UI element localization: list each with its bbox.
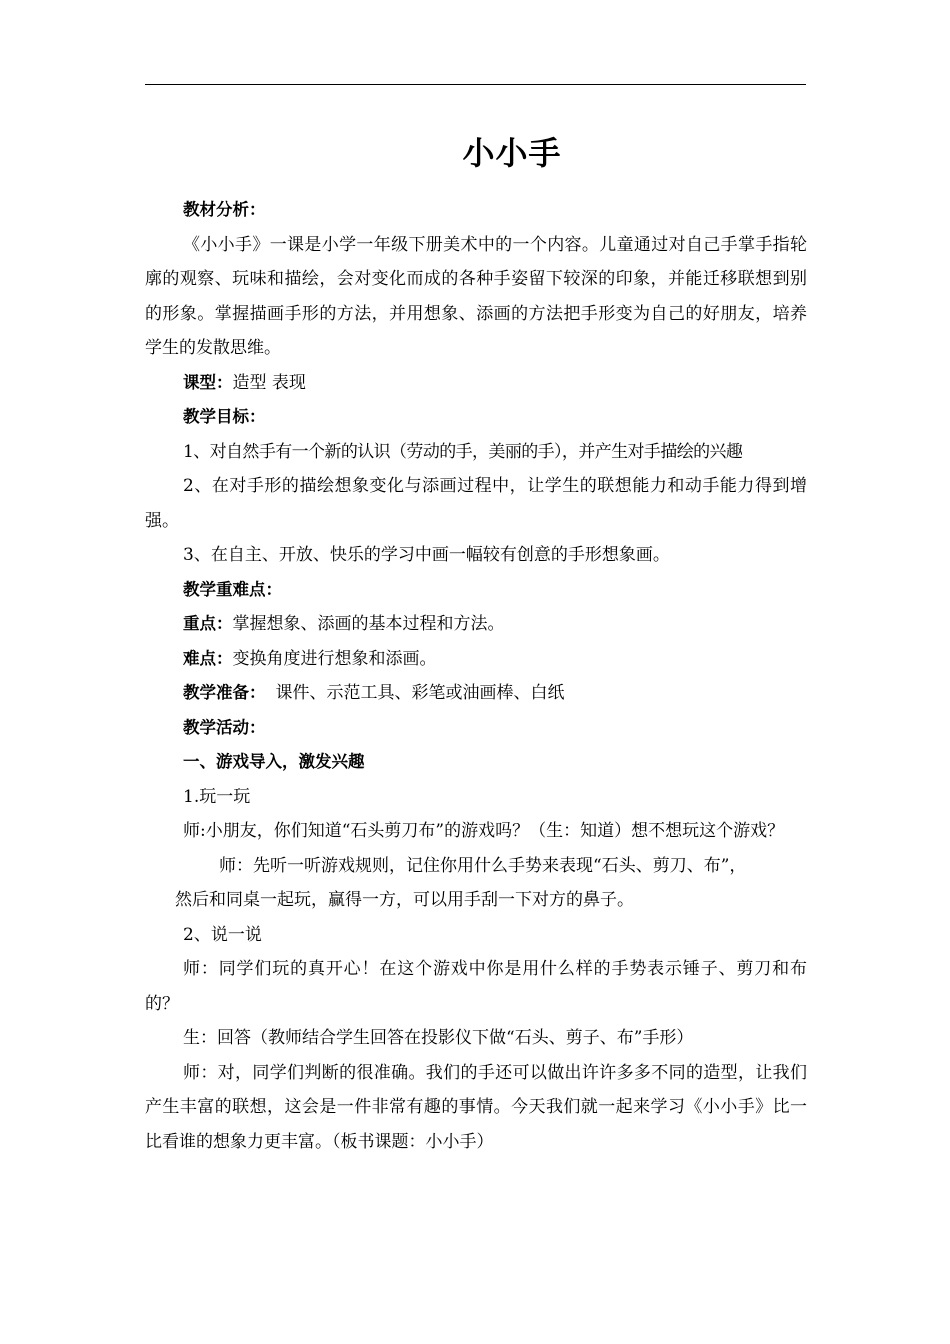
difficulty-line [145, 642, 807, 677]
keypoints-heading-line [145, 573, 807, 608]
key-point-line [145, 607, 807, 642]
paragraph-intro: 师：对，同学们判断的很准确。我们的手还可以做出许许多多不同的造型，让我们产生丰富的联想，这会是一件非常有趣的事情。今天我们就一起来学习《小小手》比一比看谁的想象力更丰富。（板书课题：小小手） [145, 1062, 807, 1152]
activity-heading-line [145, 711, 807, 746]
part1-heading: 一、游戏导入，激发兴趣 [183, 752, 365, 771]
preparation-text: 课件、示范工具、彩笔或油画棒、白纸 [275, 683, 565, 703]
goal-3: 3、在自主、开放、快乐的学习中画一幅较有创意的手形想象画。 [183, 545, 670, 565]
key-point-label: 重点： [183, 614, 233, 633]
preparation-line [145, 676, 807, 711]
paragraph-answer: 生：回答（教师结合学生回答在投影仪下做“石头、剪子、布”手形） [183, 1028, 694, 1048]
lesson-type-line [145, 366, 807, 401]
paragraph-play: 师:小朋友，你们知道“石头剪刀布”的游戏吗？（生：知道）想不想玩这个游戏？ [183, 821, 785, 841]
keypoints-heading: 教学重难点： [183, 579, 282, 599]
paragraph-rules-line2: 然后和同桌一起玩，赢得一方，可以用手刮一下对方的鼻子。 [175, 890, 634, 910]
goals-heading-line [145, 400, 807, 435]
preparation-label: 教学准备： [183, 683, 266, 702]
page-title: 小小手 [462, 134, 562, 172]
lesson-type-value: 造型 表现 [232, 372, 306, 393]
key-point-text: 掌握想象、添画的基本过程和方法。 [232, 614, 505, 634]
analysis-heading: 教材分析： [183, 200, 266, 219]
activity-heading: 教学活动： [183, 717, 266, 737]
goal-1: 1、对自然手有一个新的认识（劳动的手，美丽的手），并产生对手描绘的兴趣 [183, 441, 743, 462]
step-2: 2、说一说 [183, 924, 262, 945]
analysis-paragraph: 《小小手》一课是小学一年级下册美术中的一个内容。儿童通过对自己手掌手指轮廓的观察、玩味和描绘，会对变化而成的各种手姿留下较深的印象，并能迁移联想到别的形象。掌握描画手形的方法，并用想象、添画的方法把手形变为自己的好朋友，培养学生的发散思维。 [145, 234, 807, 358]
difficulty-label: 难点： [183, 648, 233, 668]
document-body [145, 193, 807, 1159]
lesson-type-label: 课型： [183, 372, 233, 392]
goal-2: 2、在对手形的描绘想象变化与添画过程中，让学生的联想能力和动手能力得到增强。 [145, 476, 807, 531]
difficulty-text: 变换角度进行想象和添画。 [232, 648, 437, 669]
part1-heading-line [145, 745, 807, 780]
paragraph-rules-line1: 师：先听一听游戏规则，记住你用什么手势来表现“石头、剪刀、布”， [219, 855, 747, 876]
header-rule [145, 84, 806, 85]
goals-heading: 教学目标： [183, 407, 266, 426]
step-1: 1.玩一玩 [183, 786, 251, 807]
analysis-heading-line [145, 193, 807, 228]
paragraph-question: 师：同学们玩的真开心！在这个游戏中你是用什么样的手势表示锤子、剪刀和布的？ [145, 959, 807, 1014]
